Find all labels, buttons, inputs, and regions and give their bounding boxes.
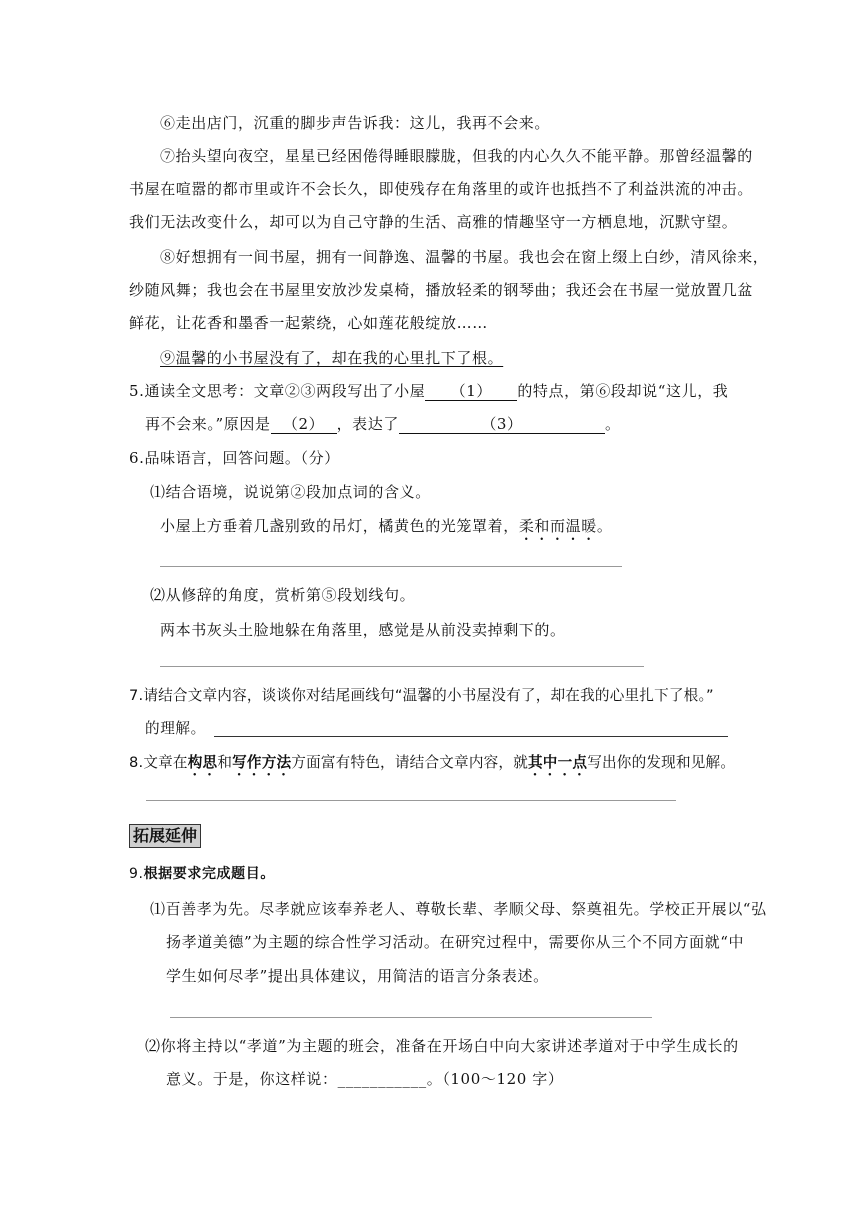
q5-text-a: 5.通读全文思考：文章②③两段写出了小屋 [129,382,426,400]
q9-number: 9. [129,866,144,882]
paragraph-6: ⑥走出店门，沉重的脚步声告诉我：这儿，我再不会来。 [160,114,551,132]
q5-blank-1[interactable]: （1） [425,382,517,401]
q9-s2-text: 意义。于是，你这样说： [166,1070,338,1088]
question-5-line-2 [145,414,621,434]
quote-1-post: 。 [596,517,613,535]
q5-text-e: 。 [604,415,621,433]
paragraph-8-line-2: 纱随风舞；我也会在书屋里安放沙发桌椅，播放轻柔的钢琴曲；我还会在书屋一觉放置几盆 [129,281,754,299]
quote-1-pre: 小屋上方垂着几盏别致的吊灯，橘黄色的光笼罩着， [160,517,519,535]
q5-blank-2[interactable]: （2） [271,415,337,434]
paragraph-7-line-3: 我们无法改变什么，却可以为自己守静的生活、高雅的情趣坚守一方栖息地，沉默守望。 [129,213,738,231]
q9-stem-text: 根据要求完成题目。 [143,866,275,882]
q8-text-a: 8.文章在 [129,754,188,771]
answer-line-7[interactable] [214,736,728,737]
answer-line-9-1[interactable] [170,1017,652,1018]
question-9-sub-1-line-1: ⑴百善孝为先。尽孝就应该奉养老人、尊敬长辈、孝顺父母、祭奠祖先。学校正开展以“弘 [150,900,767,918]
paragraph-8-line-3: 鲜花，让花香和墨香一起萦绕，心如莲花般绽放…… [129,314,488,332]
question-9-sub-1-line-3: 学生如何尽孝”提出具体建议，用简洁的语言分条表述。 [166,967,549,985]
q5-text-c: 再不会来。”原因是 [145,415,271,433]
quote-1-dotted-words: 柔和而温暖 [518,517,597,535]
q8-emphasis-one-point: 其中一点 [528,754,588,771]
paragraph-8-line-1: ⑧好想拥有一间书屋，拥有一间静逸、温馨的书屋。我也会在窗上缀上白纱，清风徐来， [160,248,769,266]
question-6-stem: 6.品味语言，回答问题。（分） [129,449,340,467]
q5-text-d: ，表达了 [336,415,399,433]
question-5-line-1 [129,381,728,401]
answer-line-6-2[interactable] [160,666,644,667]
question-6-sub-2: ⑵从修辞的角度，赏析第⑤段划线句。 [150,586,416,604]
paragraph-7-line-1: ⑦抬头望向夜空，星星已经困倦得睡眼朦胧，但我的内心久久不能平静。那曾经温馨的 [160,147,753,165]
question-9-sub-2-line-2 [166,1069,563,1089]
question-6-sub-1: ⑴结合语境，说说第②段加点词的含义。 [150,483,431,501]
q8-emphasis-method: 写作方法 [232,754,292,771]
answer-line-6-1[interactable] [160,566,622,567]
q8-text-e: 方面富有特色，请结合文章内容，就 [291,754,528,771]
question-9-sub-2-line-1: ⑵你将主持以“孝道”为主题的班会，准备在开场白中向大家讲述孝道对于中学生成长的 [145,1037,739,1055]
paragraph-7-line-2: 书屋在喧嚣的都市里或许不会长久，即使残存在角落里的或许也抵挡不了利益洪流的冲击。 [129,180,754,198]
question-6-quote-1 [160,516,612,544]
question-6-quote-2: 两本书灰头土脸地躲在角落里，感觉是从前没卖掉剩下的。 [160,621,566,639]
question-8 [129,753,735,779]
q8-text-g: 写出你的发现和见解。 [587,754,736,771]
section-heading: 拓展延伸 [129,824,201,848]
q5-blank-3[interactable]: （3） [399,415,605,434]
question-7-line-1: 7.请结合文章内容，谈谈你对结尾画线句“温馨的小书屋没有了，却在我的心里扎下了根。” [129,687,714,704]
question-9-sub-1-line-2: 扬孝道美德”为主题的综合性学习活动。在研究过程中，需要你从三个不同方面就“中 [166,933,745,951]
answer-line-8[interactable] [146,800,676,801]
q9-s2-blank[interactable]: ___________ [337,1070,427,1088]
q8-emphasis-structure: 构思 [187,754,218,771]
paragraph-9-underlined: ⑨温馨的小书屋没有了，却在我的心里扎下了根。 [160,349,504,367]
question-7-line-2: 的理解。 [145,720,206,737]
question-9-stem [129,864,275,884]
q5-text-b: 的特点，第⑥段却说“这儿，我 [517,382,729,400]
q9-s2-word-limit: 。（100～120 字） [426,1070,564,1088]
q8-text-c: 和 [217,754,233,771]
